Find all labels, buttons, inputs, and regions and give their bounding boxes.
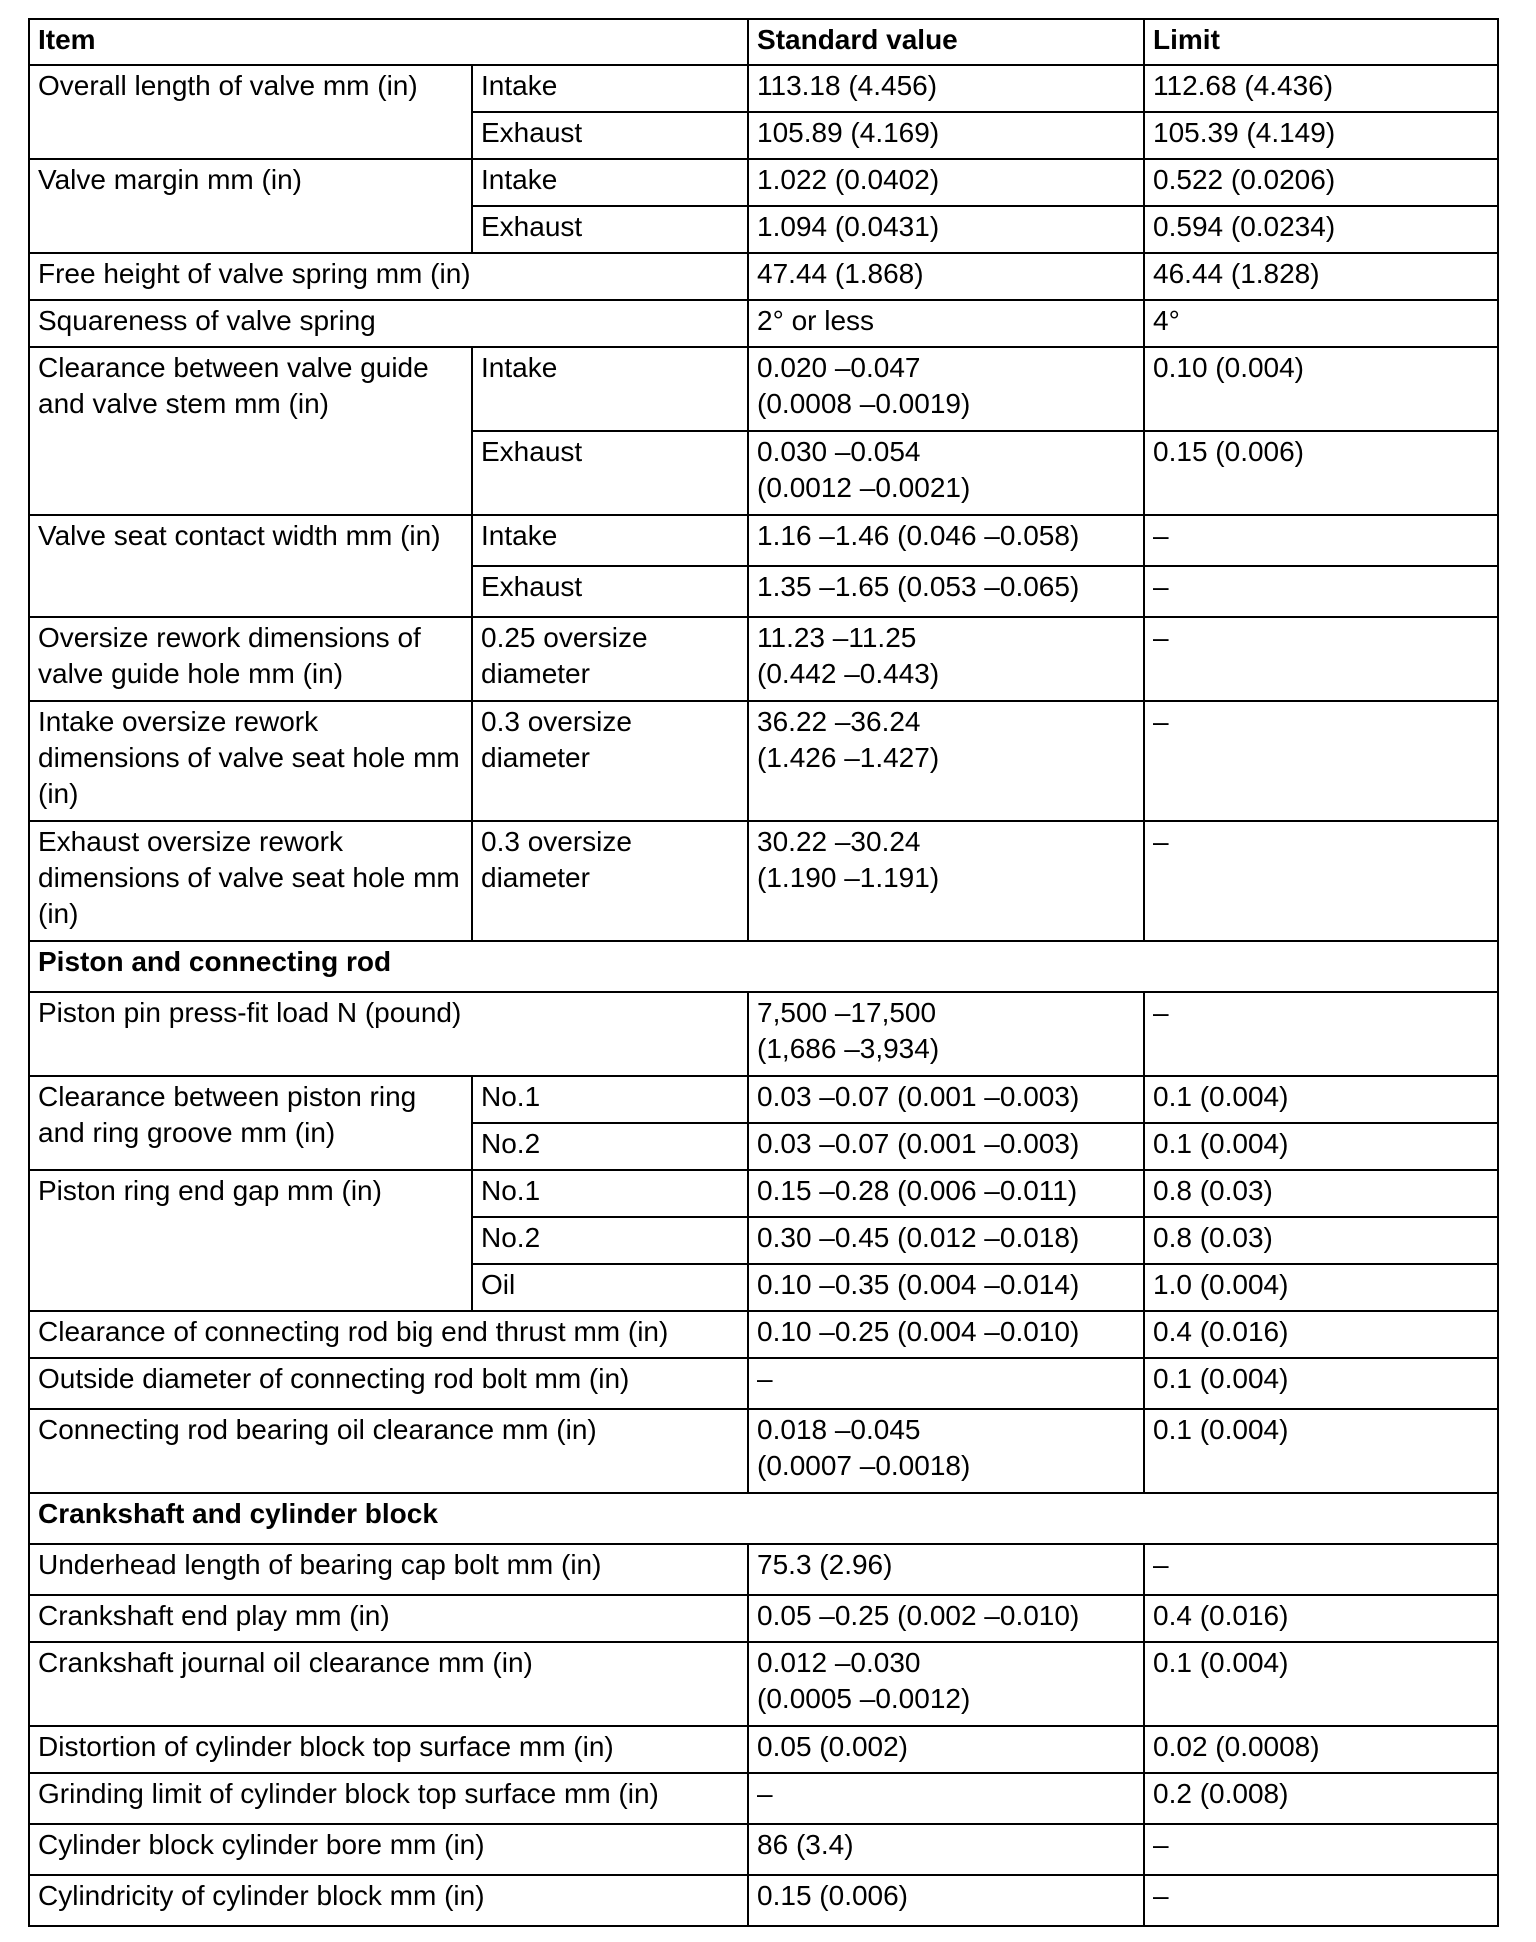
row-limit: –	[1144, 992, 1498, 1076]
table-row	[29, 992, 1498, 1076]
table-row	[29, 1875, 1498, 1926]
table-row	[29, 253, 1498, 300]
row-std: 0.15 –0.28 (0.006 –0.011)	[748, 1170, 1144, 1217]
row-limit: 0.2 (0.008)	[1144, 1773, 1498, 1824]
section-title: Piston and connecting rod	[29, 941, 1498, 992]
header-row	[29, 19, 1498, 65]
row-sub: Intake	[472, 159, 748, 206]
row-limit: 4°	[1144, 300, 1498, 347]
row-label: Clearance of connecting rod big end thrust mm (in)	[29, 1311, 748, 1358]
spec-table	[28, 18, 1499, 1927]
row-limit: 0.594 (0.0234)	[1144, 206, 1498, 253]
row-label: Crankshaft end play mm (in)	[29, 1595, 748, 1642]
header-item: Item	[29, 19, 748, 65]
row-limit: 46.44 (1.828)	[1144, 253, 1498, 300]
table-row	[29, 515, 1498, 566]
row-label: Exhaust oversize rework dimensions of valve seat hole mm (in)	[29, 821, 472, 941]
row-std: 11.23 –11.25 (0.442 –0.443)	[748, 617, 1144, 701]
table-row	[29, 1409, 1498, 1493]
row-limit: 0.8 (0.03)	[1144, 1217, 1498, 1264]
row-sub: Exhaust	[472, 566, 748, 617]
section-title: Crankshaft and cylinder block	[29, 1493, 1498, 1544]
row-sub: Exhaust	[472, 112, 748, 159]
row-std: 0.020 –0.047 (0.0008 –0.0019)	[748, 347, 1144, 431]
table-row	[29, 1076, 1498, 1123]
row-label: Outside diameter of connecting rod bolt mm (in)	[29, 1358, 748, 1409]
row-limit: –	[1144, 617, 1498, 701]
row-std: 75.3 (2.96)	[748, 1544, 1144, 1595]
row-std: 86 (3.4)	[748, 1824, 1144, 1875]
row-std: 0.10 –0.25 (0.004 –0.010)	[748, 1311, 1144, 1358]
row-limit: 0.8 (0.03)	[1144, 1170, 1498, 1217]
row-std: 1.094 (0.0431)	[748, 206, 1144, 253]
row-limit: 0.522 (0.0206)	[1144, 159, 1498, 206]
row-sub: No.2	[472, 1123, 748, 1170]
row-std: 0.10 –0.35 (0.004 –0.014)	[748, 1264, 1144, 1311]
row-label: Cylindricity of cylinder block mm (in)	[29, 1875, 748, 1926]
row-sub: Oil	[472, 1264, 748, 1311]
row-std: 113.18 (4.456)	[748, 65, 1144, 112]
row-limit: 0.1 (0.004)	[1144, 1076, 1498, 1123]
header-standard: Standard value	[748, 19, 1144, 65]
row-sub: No.2	[472, 1217, 748, 1264]
row-label: Cylinder block cylinder bore mm (in)	[29, 1824, 748, 1875]
row-std: 2° or less	[748, 300, 1144, 347]
row-limit: 0.4 (0.016)	[1144, 1595, 1498, 1642]
row-std: 0.03 –0.07 (0.001 –0.003)	[748, 1123, 1144, 1170]
row-limit: 0.1 (0.004)	[1144, 1123, 1498, 1170]
row-label: Overall length of valve mm (in)	[29, 65, 472, 159]
row-limit: 1.0 (0.004)	[1144, 1264, 1498, 1311]
table-row	[29, 65, 1498, 112]
row-sub: 0.3 oversize diameter	[472, 701, 748, 821]
table-row	[29, 701, 1498, 821]
row-limit: 0.15 (0.006)	[1144, 431, 1498, 515]
table-row	[29, 347, 1498, 431]
row-label: Free height of valve spring mm (in)	[29, 253, 748, 300]
table-row	[29, 300, 1498, 347]
row-limit: 105.39 (4.149)	[1144, 112, 1498, 159]
row-limit: –	[1144, 701, 1498, 821]
row-label: Piston ring end gap mm (in)	[29, 1170, 472, 1311]
row-std: 0.05 (0.002)	[748, 1726, 1144, 1773]
row-sub: No.1	[472, 1170, 748, 1217]
row-std: 0.012 –0.030 (0.0005 –0.0012)	[748, 1642, 1144, 1726]
table-row	[29, 617, 1498, 701]
row-limit: –	[1144, 1544, 1498, 1595]
row-limit: 0.1 (0.004)	[1144, 1642, 1498, 1726]
row-std: 1.35 –1.65 (0.053 –0.065)	[748, 566, 1144, 617]
row-label: Intake oversize rework dimensions of valve seat hole mm (in)	[29, 701, 472, 821]
row-std: 0.05 –0.25 (0.002 –0.010)	[748, 1595, 1144, 1642]
row-std: 47.44 (1.868)	[748, 253, 1144, 300]
row-limit: 0.1 (0.004)	[1144, 1409, 1498, 1493]
row-label: Crankshaft journal oil clearance mm (in)	[29, 1642, 748, 1726]
row-label: Piston pin press-fit load N (pound)	[29, 992, 748, 1076]
row-label: Distortion of cylinder block top surface mm (in)	[29, 1726, 748, 1773]
row-limit: 0.10 (0.004)	[1144, 347, 1498, 431]
table-row	[29, 1726, 1498, 1773]
row-std: 0.018 –0.045 (0.0007 –0.0018)	[748, 1409, 1144, 1493]
row-sub: Intake	[472, 347, 748, 431]
row-std: 1.022 (0.0402)	[748, 159, 1144, 206]
table-row	[29, 1358, 1498, 1409]
row-sub: Intake	[472, 515, 748, 566]
row-std: 0.030 –0.054 (0.0012 –0.0021)	[748, 431, 1144, 515]
row-limit: –	[1144, 1875, 1498, 1926]
row-limit: 0.02 (0.0008)	[1144, 1726, 1498, 1773]
row-std: 105.89 (4.169)	[748, 112, 1144, 159]
row-sub: 0.3 oversize diameter	[472, 821, 748, 941]
table-row	[29, 1642, 1498, 1726]
row-limit: 0.1 (0.004)	[1144, 1358, 1498, 1409]
row-std: 36.22 –36.24 (1.426 –1.427)	[748, 701, 1144, 821]
row-std: 30.22 –30.24 (1.190 –1.191)	[748, 821, 1144, 941]
header-limit: Limit	[1144, 19, 1498, 65]
row-std: 0.15 (0.006)	[748, 1875, 1144, 1926]
row-sub: Intake	[472, 65, 748, 112]
table-row	[29, 1824, 1498, 1875]
row-std: 0.03 –0.07 (0.001 –0.003)	[748, 1076, 1144, 1123]
row-label: Underhead length of bearing cap bolt mm (in)	[29, 1544, 748, 1595]
row-std: 7,500 –17,500 (1,686 –3,934)	[748, 992, 1144, 1076]
row-limit: –	[1144, 1824, 1498, 1875]
row-label: Valve seat contact width mm (in)	[29, 515, 472, 617]
row-std: –	[748, 1358, 1144, 1409]
row-sub: No.1	[472, 1076, 748, 1123]
row-limit: –	[1144, 566, 1498, 617]
table-row	[29, 1170, 1498, 1217]
row-limit: –	[1144, 515, 1498, 566]
row-sub: Exhaust	[472, 206, 748, 253]
row-limit: 0.4 (0.016)	[1144, 1311, 1498, 1358]
row-label: Valve margin mm (in)	[29, 159, 472, 253]
row-label: Squareness of valve spring	[29, 300, 748, 347]
row-label: Grinding limit of cylinder block top surface mm (in)	[29, 1773, 748, 1824]
row-limit: 112.68 (4.436)	[1144, 65, 1498, 112]
row-label: Clearance between piston ring and ring groove mm (in)	[29, 1076, 472, 1170]
row-sub: Exhaust	[472, 431, 748, 515]
row-label: Clearance between valve guide and valve stem mm (in)	[29, 347, 472, 515]
section-header-row	[29, 1493, 1498, 1544]
row-std: 0.30 –0.45 (0.012 –0.018)	[748, 1217, 1144, 1264]
row-label: Connecting rod bearing oil clearance mm (in)	[29, 1409, 748, 1493]
table-row	[29, 159, 1498, 206]
table-row	[29, 1544, 1498, 1595]
row-std: –	[748, 1773, 1144, 1824]
table-row	[29, 821, 1498, 941]
table-row	[29, 1773, 1498, 1824]
row-sub: 0.25 oversize diameter	[472, 617, 748, 701]
row-limit: –	[1144, 821, 1498, 941]
section-header-row	[29, 941, 1498, 992]
row-std: 1.16 –1.46 (0.046 –0.058)	[748, 515, 1144, 566]
table-row	[29, 1595, 1498, 1642]
row-label: Oversize rework dimensions of valve guide hole mm (in)	[29, 617, 472, 701]
table-row	[29, 1311, 1498, 1358]
